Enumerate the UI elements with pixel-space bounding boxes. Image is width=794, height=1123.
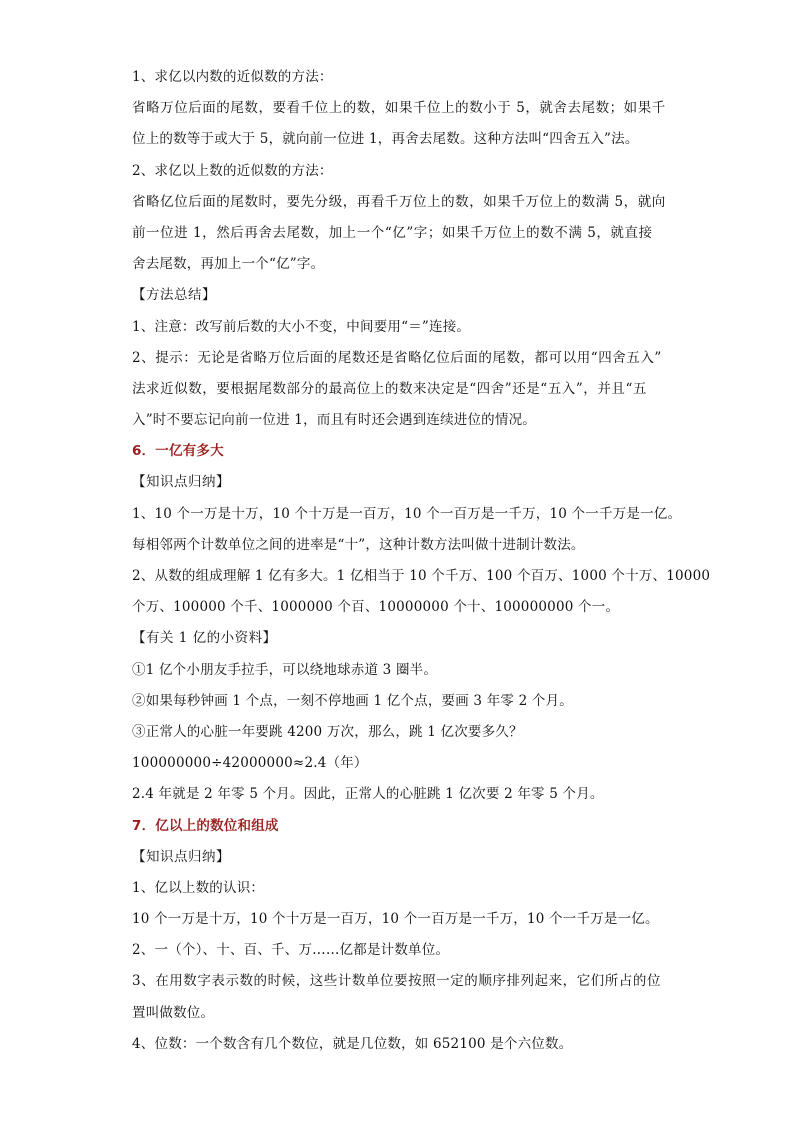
paragraph-line: 4、位数：一个数含有几个数位，就是几位数，如 652100 是个六位数。 <box>132 1035 573 1052</box>
fact-item: ②如果每秒钟画 1 个点，一刻不停地画 1 亿个点，要画 3 年零 2 个月。 <box>132 692 573 709</box>
paragraph-line: 1、亿以上数的认识： <box>132 879 265 896</box>
note-line: 1、注意：改写前后数的大小不变，中间要用“＝”连接。 <box>132 318 471 335</box>
calculation-line: 100000000÷42000000≈2.4（年） <box>132 755 368 772</box>
paragraph-line: 位上的数等于或大于 5，就向前一位进 1，再舍去尾数。这种方法叫“四舍五入”法。 <box>132 131 639 148</box>
fact-sheet-label: 【有关 1 亿的小资料】 <box>132 630 277 647</box>
paragraph-line: 2、从数的组成理解 1 亿有多大。1 亿相当于 10 个千万、100 个百万、1000 个十万、10000 <box>132 568 711 584</box>
paragraph-line: 2.4 年就是 2 年零 5 个月。因此，正常人的心脏跳 1 亿次要 2 年零 5 个月。 <box>132 786 604 803</box>
paragraph-line: 2、一（个）、十、百、千、万……亿都是计数单位。 <box>132 942 450 959</box>
document-body <box>132 62 711 1060</box>
section-heading-7: 7．亿以上的数位和组成 <box>132 817 279 834</box>
paragraph-line: 前一位进 1，然后再舍去尾数，加上一个“亿”字；如果千万位上的数不满 5，就直接 <box>132 224 653 241</box>
paragraph-line: 个万、100000 个千、1000000 个百、10000000 个十、100000000 个一。 <box>132 599 620 616</box>
knowledge-summary-label: 【知识点归纳】 <box>132 848 230 865</box>
paragraph-line: 每相邻两个计数单位之间的进率是“十”，这种计数方法叫做十进制计数法。 <box>132 536 585 553</box>
paragraph-line: 省略万位后面的尾数，要看千位上的数，如果千位上的数小于 5，就舍去尾数；如果千 <box>132 100 666 117</box>
fact-item: ③正常人的心脏一年要跳 4200 万次，那么，跳 1 亿次要多久？ <box>132 723 523 740</box>
section-2-title: 2、求亿以上数的近似数的方法： <box>132 162 333 179</box>
paragraph-line: 舍去尾数，再加上一个“亿”字。 <box>132 256 325 273</box>
section-heading-6: 6．一亿有多大 <box>132 443 224 460</box>
paragraph-line: 1、10 个一万是十万，10 个十万是一百万，10 个一百万是一千万，10 个一千万是一亿。 <box>132 505 682 522</box>
paragraph-line: 10 个一万是十万，10 个十万是一百万，10 个一百万是一千万，10 个一千万是一亿。 <box>132 911 659 928</box>
tip-line: 入”时不要忘记向前一位进 1，而且有时还会遇到连续进位的情况。 <box>132 412 536 429</box>
tip-line: 法求近似数，要根据尾数部分的最高位上的数来决定是“四舍”还是“五入”，并且“五 <box>132 380 647 397</box>
fact-item: ①1 亿个小朋友手拉手，可以绕地球赤道 3 圈半。 <box>132 661 438 678</box>
method-summary-label: 【方法总结】 <box>132 287 216 304</box>
paragraph-line: 置叫做数位。 <box>132 1004 215 1021</box>
knowledge-summary-label: 【知识点归纳】 <box>132 474 230 491</box>
tip-line: 2、提示：无论是省略万位后面的尾数还是省略亿位后面的尾数，都可以用“四舍五入” <box>132 349 662 366</box>
paragraph-line: 3、在用数字表示数的时候，这些计数单位要按照一定的顺序排列起来，它们所占的位 <box>132 973 661 990</box>
paragraph-line: 省略亿位后面的尾数时，要先分级，再看千万位上的数，如果千万位上的数满 5，就向 <box>132 193 666 210</box>
section-1-title: 1、求亿以内数的近似数的方法： <box>132 69 333 85</box>
